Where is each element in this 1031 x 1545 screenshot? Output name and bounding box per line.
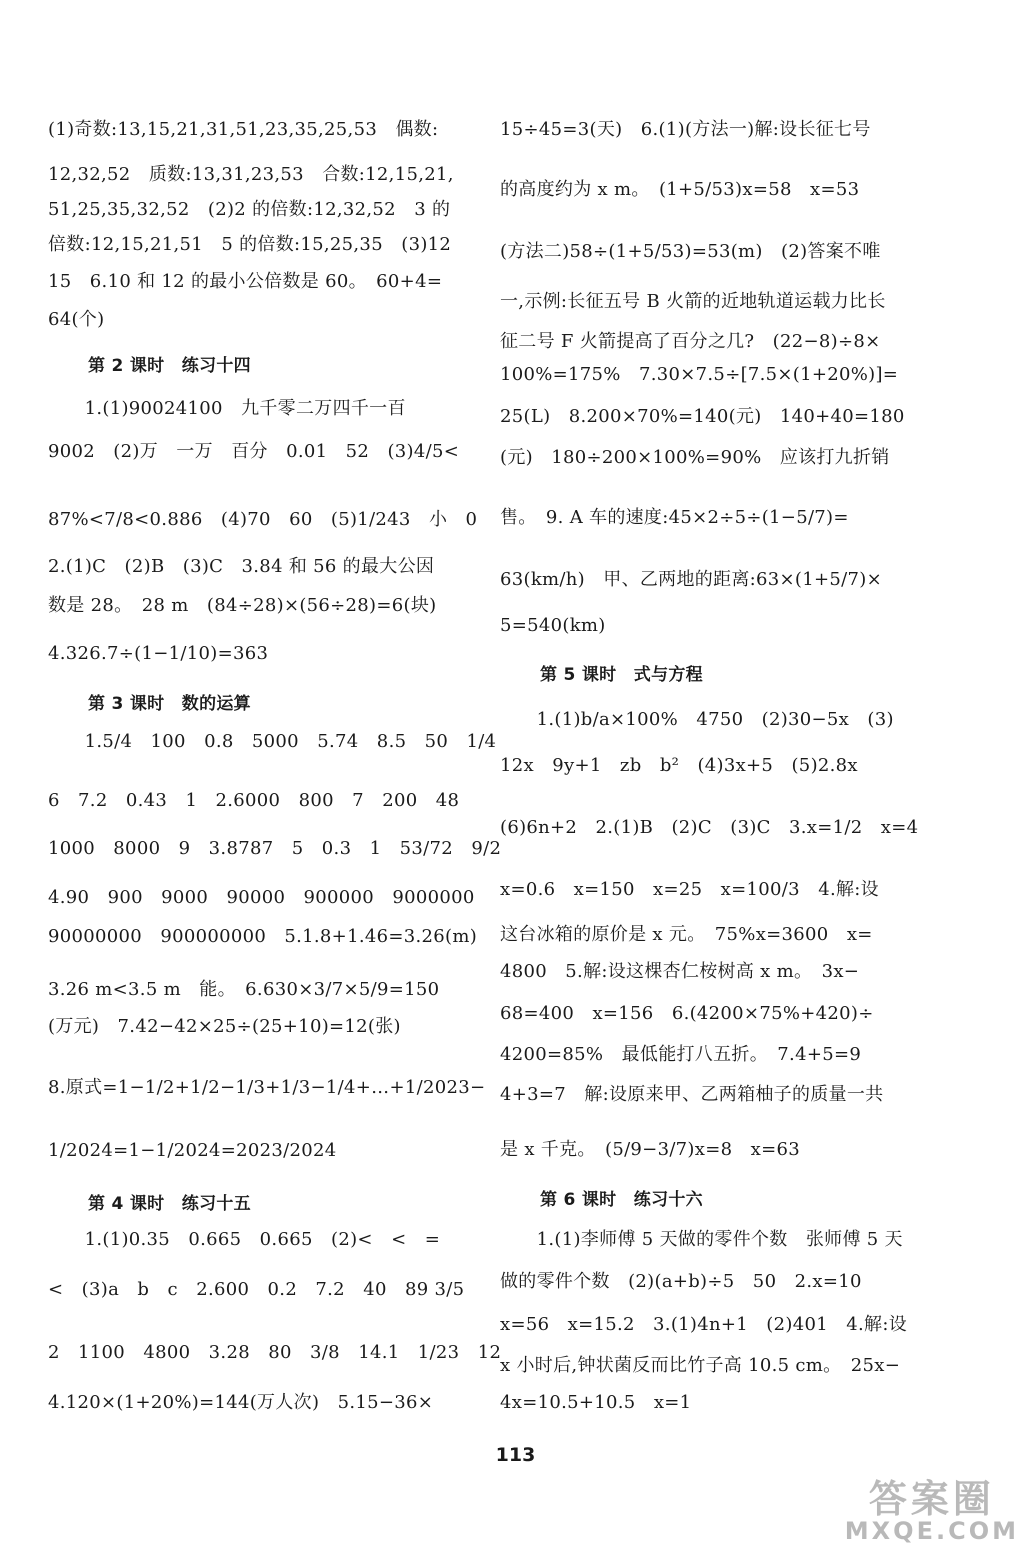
text-line: x=56 x=15.2 3.(1)4n+1 (2)401 4.解:设 <box>500 1314 907 1335</box>
text-line: 1/2024=1−1/2024=2023/2024 <box>48 1140 337 1161</box>
text-line: 12x 9y+1 zb b² (4)3x+5 (5)2.8x <box>500 755 858 776</box>
text-line: 做的零件个数 (2)(a+b)÷5 50 2.x=10 <box>500 1271 862 1292</box>
text-line: (1)奇数:13,15,21,31,51,23,35,25,53 偶数: <box>48 119 439 140</box>
text-line: 1.5/4 100 0.8 5000 5.74 8.5 50 1/4 <box>48 731 497 752</box>
section-heading: 第 5 课时 式与方程 <box>540 665 703 685</box>
text-line: 1.(1)李师傅 5 天做的零件个数 张师傅 5 天 <box>500 1229 903 1250</box>
text-line: 1.(1)b/a×100% 4750 (2)30−5x (3) <box>500 709 894 730</box>
text-line: 售。 9. A 车的速度:45×2÷5÷(1−5/7)= <box>500 507 849 528</box>
text-line: 15 6.10 和 12 的最小公倍数是 60。 60+4= <box>48 271 443 292</box>
text-line: 4.326.7÷(1−1/10)=363 <box>48 643 269 664</box>
text-line: (方法二)58÷(1+5/53)=53(m) (2)答案不唯 <box>500 241 881 262</box>
section-heading: 第 3 课时 数的运算 <box>88 694 251 714</box>
text-line: 4200=85% 最低能打八五折。 7.4+5=9 <box>500 1044 862 1065</box>
text-line: 12,32,52 质数:13,31,23,53 合数:12,15,21, <box>48 164 454 185</box>
text-line: 1000 8000 9 3.8787 5 0.3 1 53/72 9/2 <box>48 838 502 859</box>
text-line: 5=540(km) <box>500 615 606 636</box>
text-line: < (3)a b c 2.600 0.2 7.2 40 89 3/5 <box>48 1279 465 1300</box>
text-line: 的高度约为 x m。 (1+5/53)x=58 x=53 <box>500 179 860 200</box>
text-line: 90000000 900000000 5.1.8+1.46=3.26(m) <box>48 926 478 947</box>
text-line: 倍数:12,15,21,51 5 的倍数:15,25,35 (3)12 <box>48 234 452 255</box>
text-line: 这台冰箱的原价是 x 元。 75%x=3600 x= <box>500 924 873 945</box>
text-line: 4+3=7 解:设原来甲、乙两箱柚子的质量一共 <box>500 1084 884 1105</box>
text-line: 64(个) <box>48 309 105 330</box>
text-line: 4.120×(1+20%)=144(万人次) 5.15−36× <box>48 1392 434 1413</box>
section-heading: 第 4 课时 练习十五 <box>88 1194 251 1214</box>
watermark-top: 答案圈 <box>868 1477 995 1521</box>
text-line: 一,示例:长征五号 B 火箭的近地轨道运载力比长 <box>500 291 886 312</box>
page-number: 113 <box>495 1444 536 1466</box>
text-line: 数是 28。 28 m (84÷28)×(56÷28)=6(块) <box>48 595 437 616</box>
text-line: 4x=10.5+10.5 x=1 <box>500 1392 692 1413</box>
text-line: 是 x 千克。 (5/9−3/7)x=8 x=63 <box>500 1139 800 1160</box>
text-line: 3.26 m<3.5 m 能。 6.630×3/7×5/9=150 <box>48 979 440 1000</box>
section-heading: 第 2 课时 练习十四 <box>88 356 251 376</box>
text-line: 2 1100 4800 3.28 80 3/8 14.1 1/23 12 <box>48 1342 502 1363</box>
text-line: 1.(1)90024100 九千零二万四千一百 <box>48 398 406 419</box>
text-line: 68=400 x=156 6.(4200×75%+420)÷ <box>500 1003 874 1024</box>
section-heading: 第 6 课时 练习十六 <box>540 1190 703 1210</box>
text-line: 87%<7/8<0.886 (4)70 60 (5)1/243 小 0 <box>48 509 478 530</box>
text-line: 6 7.2 0.43 1 2.6000 800 7 200 48 <box>48 790 460 811</box>
text-line: x=0.6 x=150 x=25 x=100/3 4.解:设 <box>500 879 879 900</box>
text-line: 4800 5.解:设这棵杏仁桉树高 x m。 3x− <box>500 961 860 982</box>
text-line: 1.(1)0.35 0.665 0.665 (2)< < = <box>48 1229 441 1250</box>
text-line: 征二号 F 火箭提高了百分之几? (22−8)÷8× <box>500 331 881 352</box>
text-line: 25(L) 8.200×70%=140(元) 140+40=180 <box>500 406 905 427</box>
text-line: 2.(1)C (2)B (3)C 3.84 和 56 的最大公因 <box>48 556 435 577</box>
text-line: 63(km/h) 甲、乙两地的距离:63×(1+5/7)× <box>500 569 882 590</box>
text-line: 15÷45=3(天) 6.(1)(方法一)解:设长征七号 <box>500 119 871 140</box>
text-line: (6)6n+2 2.(1)B (2)C (3)C 3.x=1/2 x=4 <box>500 817 919 838</box>
text-line: 51,25,35,32,52 (2)2 的倍数:12,32,52 3 的 <box>48 199 451 220</box>
text-line: (万元) 7.42−42×25÷(25+10)=12(张) <box>48 1016 401 1037</box>
text-line: 100%=175% 7.30×7.5÷[7.5×(1+20%)]= <box>500 364 899 385</box>
text-line: 4.90 900 9000 90000 900000 9000000 <box>48 887 475 908</box>
text-line: 8.原式=1−1/2+1/2−1/3+1/3−1/4+…+1/2023− <box>48 1077 486 1098</box>
text-line: x 小时后,钟状菌反而比竹子高 10.5 cm。 25x− <box>500 1355 901 1376</box>
watermark-bottom: MXQE.COM <box>844 1517 1019 1545</box>
watermark <box>845 1468 1019 1545</box>
text-line: (元) 180÷200×100%=90% 应该打九折销 <box>500 447 890 468</box>
text-line: 9002 (2)万 一万 百分 0.01 52 (3)4/5< <box>48 441 460 462</box>
